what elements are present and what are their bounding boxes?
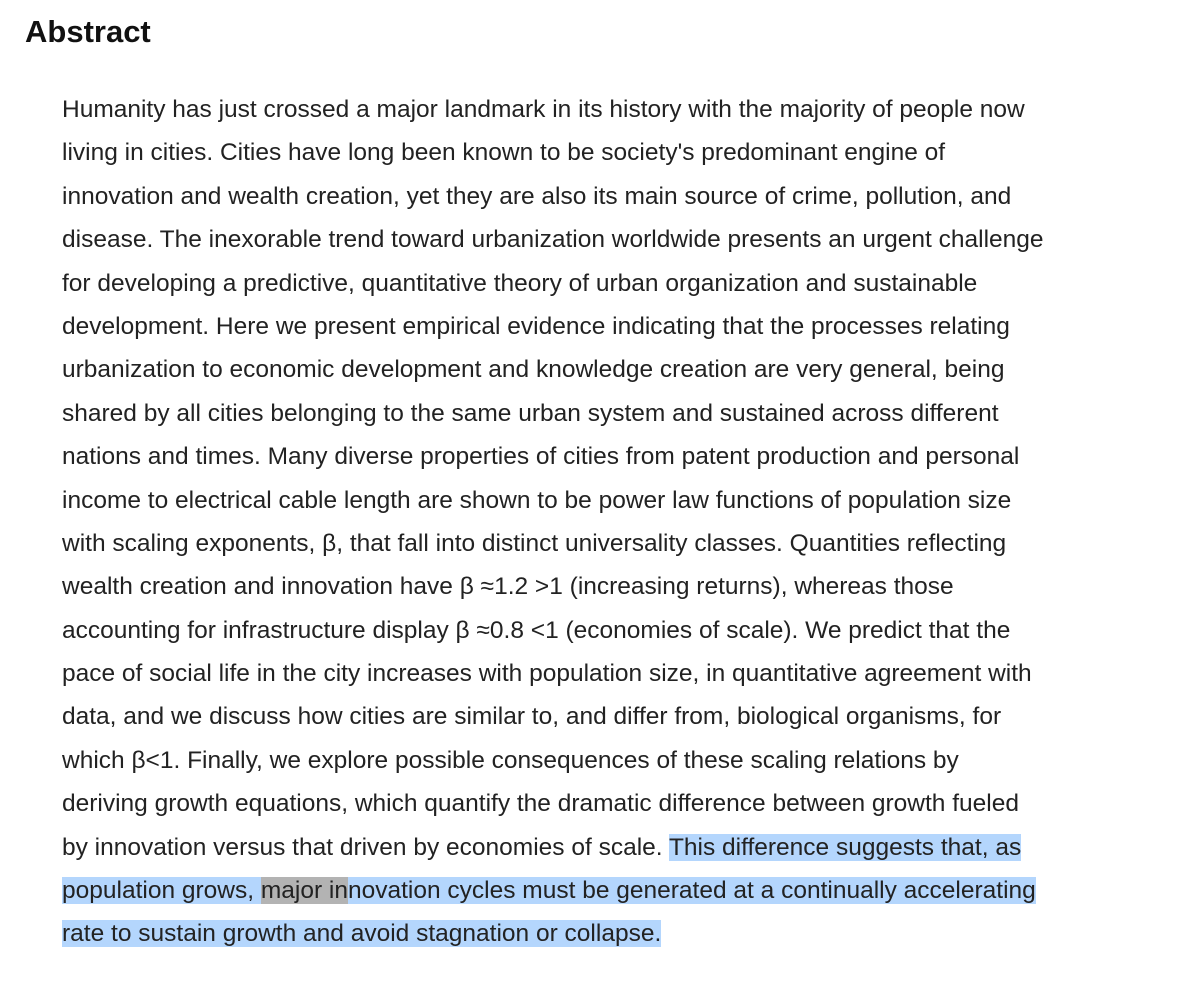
abstract-body[interactable] (62, 88, 1172, 956)
selected-text[interactable]: population grows, (62, 877, 261, 905)
abstract-heading: Abstract (25, 14, 151, 49)
abstract-line[interactable]: pace of social life in the city increases with population size, in quantitative agreement with (62, 660, 1032, 688)
selected-text[interactable]: This difference suggests that, as (668, 833, 1022, 861)
abstract-line[interactable]: accounting for infrastructure display β ≈0.8 <1 (economies of scale). We predict that the (62, 616, 1011, 644)
abstract-line[interactable]: innovation and wealth creation, yet they are also its main source of crime, pollution, and (62, 182, 1012, 210)
abstract-line[interactable]: development. Here we present empirical evidence indicating that the processes relating (62, 312, 1010, 340)
abstract-line[interactable]: with scaling exponents, β, that fall into distinct universality classes. Quantities reflecting (62, 529, 1007, 557)
abstract-line[interactable]: wealth creation and innovation have β ≈1.2 >1 (increasing returns), whereas those (62, 573, 954, 601)
abstract-line[interactable]: shared by all cities belonging to the same urban system and sustained across different (62, 399, 999, 427)
abstract-line[interactable]: living in cities. Cities have long been known to be society's predominant engine of (62, 139, 946, 167)
abstract-line[interactable]: for developing a predictive, quantitative theory of urban organization and sustainable (62, 269, 978, 297)
abstract-line[interactable]: income to electrical cable length are shown to be power law functions of population size (62, 486, 1012, 514)
selected-text[interactable]: rate to sustain growth and avoid stagnation or collapse. (62, 920, 662, 948)
selected-text[interactable]: novation cycles must be generated at a continually accelerating (348, 877, 1036, 905)
abstract-line[interactable]: disease. The inexorable trend toward urbanization worldwide presents an urgent challenge (62, 226, 1044, 254)
abstract-line[interactable]: deriving growth equations, which quantify the dramatic difference between growth fueled (62, 790, 1019, 818)
abstract-line[interactable]: urbanization to economic development and knowledge creation are very general, being (62, 356, 1005, 384)
abstract-line[interactable]: which β<1. Finally, we explore possible consequences of these scaling relations by (62, 746, 959, 774)
abstract-text[interactable]: by innovation versus that driven by economies of scale. (62, 833, 669, 861)
abstract-line[interactable] (62, 826, 1172, 869)
abstract-line[interactable]: nations and times. Many diverse properties of cities from patent production and personal (62, 443, 1020, 471)
find-match-highlight[interactable]: major in (260, 877, 348, 905)
abstract-line[interactable]: Humanity has just crossed a major landmark in its history with the majority of people now (62, 96, 1025, 123)
abstract-line[interactable] (62, 912, 1172, 955)
abstract-line[interactable] (62, 869, 1172, 912)
abstract-line[interactable]: data, and we discuss how cities are similar to, and differ from, biological organisms, for (62, 703, 1002, 731)
